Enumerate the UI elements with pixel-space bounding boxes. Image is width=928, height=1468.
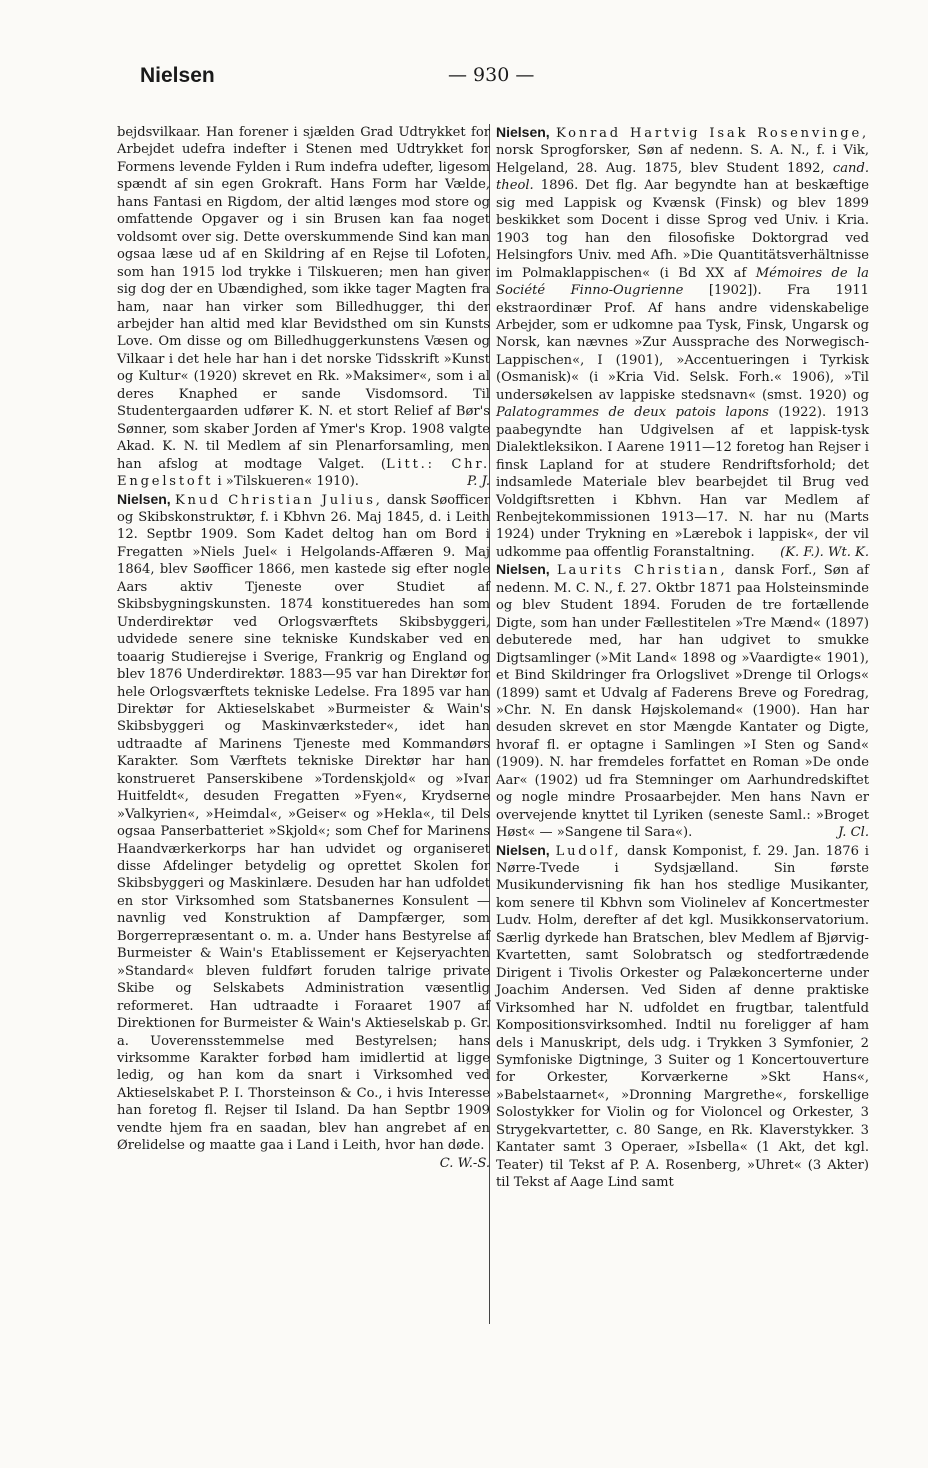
right-column bbox=[496, 124, 869, 1192]
signature: J. Cl. bbox=[838, 825, 869, 841]
entry-name: Knud Christian Julius, bbox=[174, 492, 383, 508]
entry-ludolf: Nielsen, Ludolf, dansk Komponist, f. 29. Jan. 1876 i Nørre-Tvede i Sydsjælland. Sin første Musikundervisning fik han hos stedlige Musikanter, kom senere til Kbhvn som Violinelev af Koncertmester Ludv. Holm, derefter af det kgl. Musikkonservatorium. Særlig dyrkede han Bratschen, blev Medlem af Bjørvig-Kvartetten, samt Solobratsch og stedfortrædende Dirigent i Tivolis Orkester og Palækoncerterne under Joachim Andersen. Ved Siden af denne praktiske Virksomhed har N. udfoldet en frugtbar, talentfuld Kompositionsvirksomhed. Indtil nu foreligger af ham dels i Manuskript, dels udg. i Trykken 3 Symfonier, 2 Symfoniske Digtninge, 3 Suiter og 1 Koncertouverture for Orkester, Korværkerne »Skt Hans«, »Babelstaarnet«, »Dronning Margrethe«, forskellige Solostykker for Violin og for Violoncel og Orkester, 3 Strygekvartetter, c. 80 Sange, en Rk. Klaverstykker. 3 Kantater samt 3 Operaer, »Isbella« (1 Akt, det kgl. Teater) til Tekst af P. A. Rosenberg, »Uhret« (3 Akter) til Tekst af Aage Lind samt bbox=[496, 841, 869, 1191]
entry-name: Laurits Christian, bbox=[556, 563, 728, 579]
entry-name: Ludolf, bbox=[555, 843, 622, 859]
page-number: — 930 — bbox=[448, 64, 535, 86]
entry-knud-christian-julius: Nielsen, Knud Christian Julius, dansk Søofficer og Skibskonstruktør, f. i Kbhvn 26. Maj 1845, d. i Leith 12. Septbr 1909. Som Kadet deltog han om Bord i Fregatten »Niels Juel« i Helgolands-Affæren 9. Maj 1864, blev Søofficer 1866, men kastede sig efter nogle Aars aktiv Tjeneste over Studiet af Skibsbygningskunsten. 1874 konstitueredes han som Underdirektør ved Orlogsværftets Skibsbyggeri, udvidede senere sine tekniske Kundskaber ved en toaarig Studierejse i Sverige, Frankrig og England og blev 1876 Underdirektør. 1883—95 var han Direktør for hele Orlogsværftets tekniske Ledelse. Fra 1895 var han Direktør for Aktieselskabet »Burmeister & Wain's Skibsbyggeri og Maskinværksteder«, idet han udtraadte af Marinens Tjeneste med Kommandørs Karakter. Som Værftets tekniske Direktør har han konstrueret Panserskibene »Tordenskjold« og »Ivar Huitfeldt«, desuden Fregatten »Fyen«, Krydserne »Valkyrien«, »Heimdal«, »Geiser« og »Hekla«, til Dels ogsaa Panserbatteriet »Skjold«; som Chef for Marinens Haandværkerkorps har han udvidet og organiseret disse Afdelinger betydelig og oprettet Skolen for Skibsbyggeri og Maskinlære. Desuden har han udfoldet en stor Virksomhed som Statsbanernes Konsulent — navnlig ved Konstruktion af Dampfærger, som Borgerrepræsentant o. m. a. Under hans Bestyrelse af Burmeister & Wain's Etablissement er Kejseryachten »Standard« bleven fuldført foruden talrige private Skibe og Selskabets Administration væsentlig reformeret. Han udtraadte i Foraaret 1907 af Direktionen for Burmeister & Wain's Aktieselskab p. Gr. a. Uoverensstemmelse med Bestyrelsen; hans virksomme Karakter forbød ham imidlertid at ligge ledig, og han kom da snart i Virksomhed ved Aktieselskabet P. I. Thorsteinson & Co., i hvis Interesse han foretog fl. Rejser til Island. Da han Septbr 1909 vendte hjem fra en saadan, blev han angrebet af en Ørelidelse og maatte gaa i Land i Leith, hvor han døde. C. W.-S. bbox=[117, 490, 490, 1171]
entry-laurits-christian: Nielsen, Laurits Christian, dansk Forf., Søn af nedenn. M. C. N., f. 27. Oktbr 1871 paa Holsteinsminde og blev Student 1894. Foruden de tre fortællende Digte, som han under Fællestitelen »Tre Mænd« (1897) debuterede med, har han udgivet to smukke Digtsamlinger (»Mit Land« 1898 og »Vaardigte« 1901), et Bind Skildringer fra Orlogslivet »Drenge til Orlogs« (1899) samt et Udvalg af Faderens Breve og Foredrag, »Chr. N. En dansk Højskolemand« (1900). Han har desuden skrevet en stor Mængde Kantater og Digte, hvoraf fl. er optagne i Samlingen »I Sten og Sand« (1909). N. har fremdeles forfattet en Roman »De onde Aar« (1902) ud fra Stemninger om Aarhundredskiftet og nogle mindre Prosaarbejder. Men hans Navn er overvejende knyttet til Lyriken (seneste Saml.: »Broget Høst« — »Sangene til Sara«). J. Cl. bbox=[496, 561, 869, 841]
continued-entry: bejdsvilkaar. Han forener i sjælden Grad Udtrykket for Arbejdet udefra indefter i Stenen med Udtrykket for Formens levende Fylden i Rum indefra udefter, ligesom spændt af sin egen Grokraft. Hans Form har Vælde, hans Fantasi en Rigdom, der altid længes mod store og omfattende Opgaver og i sin Brusen kan faa noget voldsomt over sig. Dette overskummende Sind kan man ogsaa læse ud af en Skildring af en Rejse til Lofoten, som han 1915 lod trykke i Tilskueren; men han giver sig dog der en Ubændighed, som ikke tager Magten fra ham, naar han virker som Billedhugger, thi der arbejder han altid med klar Bevidsthed om sin Kunsts Love. Om disse og om Billedhuggerkunstens Væsen og Vilkaar i det hele har han i det norske Tidsskrift »Kunst og Kultur« (1920) skrevet en Rk. »Maksimer«, som i al deres Knaphed er sande Visdomsord. Til Studentergaarden udfører K. N. et stort Relief af Bør's Sønner, som skaber Jorden af Ymer's Krop. 1908 valgte Akad. K. N. til Medlem af sin Plenarforsamling, men han afslog at modtage Valget. (Litt.: Chr. Engelstoft i »Tilskueren« 1910). P. J. bbox=[117, 125, 490, 490]
page-header bbox=[118, 62, 864, 92]
headword: Nielsen, bbox=[117, 490, 171, 507]
headword: Nielsen, bbox=[496, 841, 550, 858]
headword: Nielsen, bbox=[496, 124, 550, 140]
signature: (K. F.). Wt. K. bbox=[780, 544, 869, 560]
signature: C. W.-S. bbox=[439, 1155, 490, 1171]
left-column bbox=[117, 124, 490, 1172]
entry-name: Konrad Hartvig Isak Rosenvinge, bbox=[555, 126, 869, 141]
running-head-word: Nielsen bbox=[140, 64, 215, 87]
headword: Nielsen, bbox=[496, 561, 550, 578]
signature: P. J. bbox=[467, 474, 490, 490]
entry-konrad-hartvig: Nielsen, Konrad Hartvig Isak Rosenvinge, norsk Sprogforsker, Søn af nedenn. S. A. N., f. i Vik, Helgeland, 28. Aug. 1875, blev Student 1892, cand. theol. 1896. Det flg. Aar begyndte han at beskæftige sig med Lappisk og Kvænsk (Finsk) og blev 1899 beskikket som Docent i disse Sprog ved Univ. i Kria. 1903 tog han den filosofiske Doktorgrad ved Helsingfors Univ. med Afh. »Die Quantitätsverhältnisse im Polmaklappischen« (i Bd XX af Mémoires de la Société Finno-Ougrienne [1902]). Fra 1911 ekstraordinær Prof. Af hans andre videnskabelige Arbejder, som er udkomne paa Tysk, Finsk, Ungarsk og Norsk, kan nævnes »Zur Aussprache des Norwegisch-Lappischen«, I (1901), »Accentueringen i Tyrkisk (Osmanisk)« (i »Kria Vid. Selsk. Forh.« 1906), »Til undersøkelsen av lappiske stedsnavn« (smst. 1920) og Palatogrammes de deux patois lapons (1922). 1913 paabegyndte han Udgivelsen af et lappisk-tysk Dialektleksikon. I Aarene 1911—12 foretog han Rejser i finsk Lapland for at studere Rendriftsforhold; det indsamlede Materiale blev bearbejdet til Brug ved Voldgiftsretten i Kbhvn. Han var Medlem af Renbejtekommissionen 1913—17. N. har nu (Marts 1924) under Trykning en »Lærebok i lappisk«, der vil udkomme paa offentlig Foranstaltning. (K. F.). Wt. K. bbox=[496, 124, 869, 560]
